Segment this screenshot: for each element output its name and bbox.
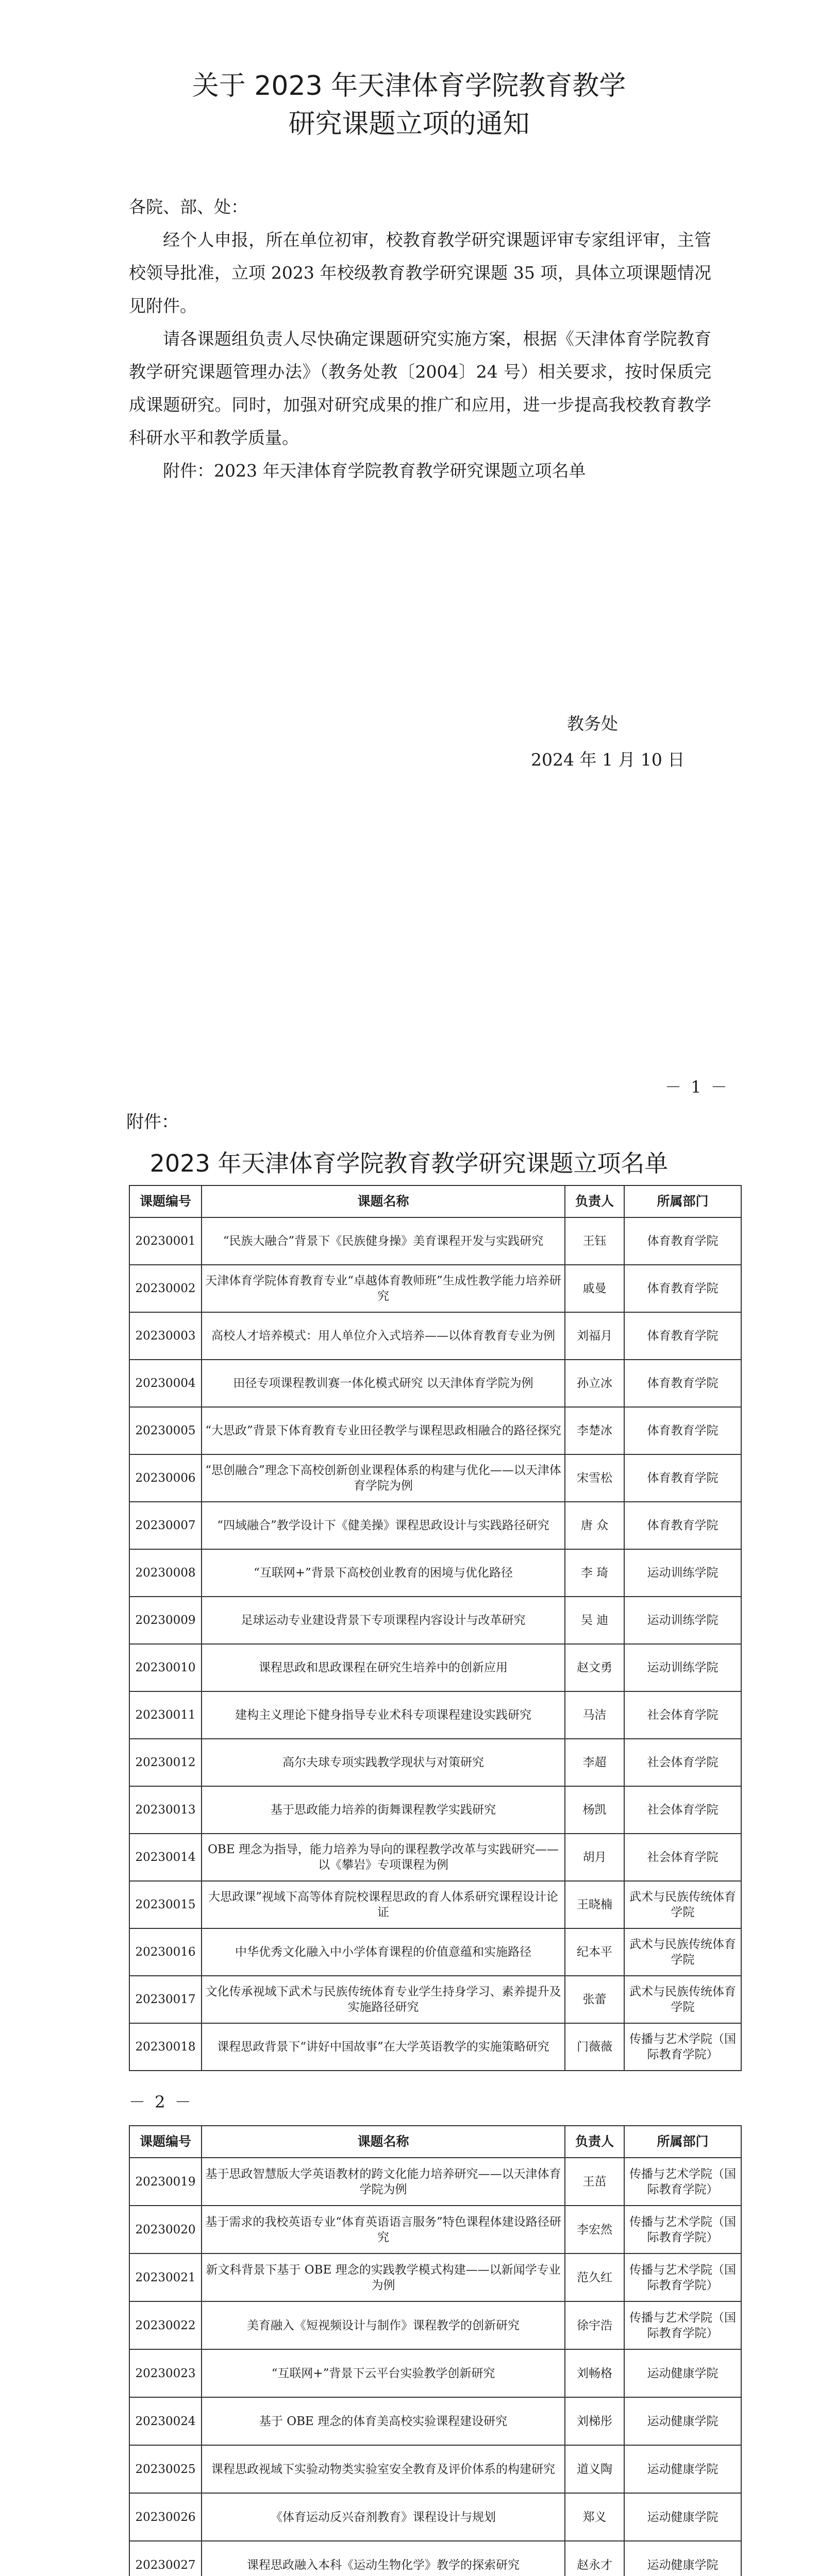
project-name-cell: 天津体育学院体育教育专业“卓越体育教师班”生成性教学能力培养研究 xyxy=(202,1265,565,1312)
table-row xyxy=(129,1407,741,1454)
attachment-line: 附件：2023 年天津体育学院教育教学研究课题立项名单 xyxy=(163,461,586,481)
dept-cell: 运动训练学院 xyxy=(624,1549,741,1597)
leader-cell: 徐宇浩 xyxy=(565,2301,624,2349)
project-name-cell: “互联网+”背景下云平台实验教学创新研究 xyxy=(202,2349,565,2397)
dept-cell: 体育教育学院 xyxy=(624,1407,741,1454)
table-row xyxy=(129,2493,741,2541)
project-id-cell: 20230017 xyxy=(129,1976,202,2023)
notice-page xyxy=(0,0,818,1097)
leader-cell: 道义陶 xyxy=(565,2445,624,2493)
project-name-cell: 课程思政融入本科《运动生物化学》教学的探索研究 xyxy=(202,2541,565,2576)
header-dept: 所属部门 xyxy=(624,2126,741,2158)
project-name-cell: “思创融合”理念下高校创新创业课程体系的构建与优化——以天津体育学院为例 xyxy=(202,1454,565,1502)
project-name-cell: 基于需求的我校英语专业“体育英语语言服务”特色课程体建设路径研究 xyxy=(202,2206,565,2253)
leader-cell: 孙立冰 xyxy=(565,1360,624,1407)
issuer: 教务处 xyxy=(567,714,618,734)
leader-cell: 李楚冰 xyxy=(565,1407,624,1454)
table-row xyxy=(129,1976,741,2023)
leader-cell: 刘福月 xyxy=(565,1312,624,1360)
project-id-cell: 20230007 xyxy=(129,1502,202,1549)
header-leader: 负责人 xyxy=(565,2126,624,2158)
project-id-cell: 20230003 xyxy=(129,1312,202,1360)
project-name-cell: 基于思政能力培养的街舞课程教学实践研究 xyxy=(202,1786,565,1834)
leader-cell: 范久红 xyxy=(565,2253,624,2301)
project-name-cell: 高尔夫球专项实践教学现状与对策研究 xyxy=(202,1739,565,1786)
project-name-cell: “大思政”背景下体育教育专业田径教学与课程思政相融合的路径探究 xyxy=(202,1407,565,1454)
dept-cell: 运动健康学院 xyxy=(624,2493,741,2541)
table-row xyxy=(129,2445,741,2493)
table-row xyxy=(129,2397,741,2445)
project-name-cell: 基于思政智慧版大学英语教材的跨文化能力培养研究——以天津体育学院为例 xyxy=(202,2158,565,2206)
table-row xyxy=(129,1549,741,1597)
project-name-cell: “民族大融合”背景下《民族健身操》美育课程开发与实践研究 xyxy=(202,1217,565,1265)
project-id-cell: 20230004 xyxy=(129,1360,202,1407)
list-title: 2023 年天津体育学院教育教学研究课题立项名单 xyxy=(149,1149,669,1177)
project-id-cell: 20230016 xyxy=(129,1928,202,1976)
leader-cell: 赵文勇 xyxy=(565,1644,624,1691)
project-id-cell: 20230008 xyxy=(129,1549,202,1597)
project-id-cell: 20230002 xyxy=(129,1265,202,1312)
project-name-cell: 高校人才培养模式：用人单位介入式培养——以体育教育专业为例 xyxy=(202,1312,565,1360)
project-id-cell: 20230019 xyxy=(129,2158,202,2206)
dept-cell: 体育教育学院 xyxy=(624,1360,741,1407)
leader-cell: 张蕾 xyxy=(565,1976,624,2023)
table-row xyxy=(129,1644,741,1691)
dept-cell: 武术与民族传统体育学院 xyxy=(624,1928,741,1976)
dept-cell: 运动训练学院 xyxy=(624,1644,741,1691)
leader-cell: 戚曼 xyxy=(565,1265,624,1312)
issue-date: 2024 年 1 月 10 日 xyxy=(531,750,685,770)
leader-cell: 杨凯 xyxy=(565,1786,624,1834)
project-name-cell: 课程思政背景下“讲好中国故事”在大学英语教学的实施策略研究 xyxy=(202,2023,565,2071)
notice-title-line2: 研究课题立项的通知 xyxy=(288,109,530,140)
leader-cell: 宋雪松 xyxy=(565,1454,624,1502)
header-id: 课题编号 xyxy=(129,1185,202,1217)
leader-cell: 纪本平 xyxy=(565,1928,624,1976)
project-name-cell: 足球运动专业建设背景下专项课程内容设计与改革研究 xyxy=(202,1597,565,1644)
dept-cell: 传播与艺术学院（国际教育学院） xyxy=(624,2158,741,2206)
table-row xyxy=(129,2541,741,2576)
dept-cell: 传播与艺术学院（国际教育学院） xyxy=(624,2301,741,2349)
project-table-page2 xyxy=(129,1185,742,2071)
table-row xyxy=(129,2158,741,2206)
page-number-2: － 2 － xyxy=(129,2092,193,2112)
header-dept: 所属部门 xyxy=(624,1185,741,1217)
leader-cell: 刘梯彤 xyxy=(565,2397,624,2445)
project-name-cell: 基于 OBE 理念的体育美高校实验课程建设研究 xyxy=(202,2397,565,2445)
header-leader: 负责人 xyxy=(565,1185,624,1217)
table-row xyxy=(129,1881,741,1928)
leader-cell: 王茁 xyxy=(565,2158,624,2206)
project-name-cell: OBE 理念为指导，能力培养为导向的课程教学改革与实践研究——以《攀岩》专项课程为例 xyxy=(202,1834,565,1881)
page-number-1: － 1 － xyxy=(665,1077,729,1097)
table-row xyxy=(129,1360,741,1407)
project-id-cell: 20230024 xyxy=(129,2397,202,2445)
project-id-cell: 20230001 xyxy=(129,1217,202,1265)
project-name-cell: “四域融合”教学设计下《健美操》课程思政设计与实践路径研究 xyxy=(202,1502,565,1549)
project-name-cell: 田径专项课程教训赛一体化模式研究 以天津体育学院为例 xyxy=(202,1360,565,1407)
dept-cell: 社会体育学院 xyxy=(624,1786,741,1834)
project-id-cell: 20230005 xyxy=(129,1407,202,1454)
project-id-cell: 20230021 xyxy=(129,2253,202,2301)
dept-cell: 运动健康学院 xyxy=(624,2541,741,2576)
table-row xyxy=(129,1739,741,1786)
leader-cell: 王晓楠 xyxy=(565,1881,624,1928)
project-id-cell: 20230025 xyxy=(129,2445,202,2493)
project-id-cell: 20230010 xyxy=(129,1644,202,1691)
dept-cell: 传播与艺术学院（国际教育学院） xyxy=(624,2023,741,2071)
project-name-cell: 文化传承视域下武术与民族传统体育专业学生持身学习、素养提升及实施路径研究 xyxy=(202,1976,565,2023)
table-row xyxy=(129,1502,741,1549)
project-name-cell: 大思政课”视域下高等体育院校课程思政的育人体系研究课程设计论证 xyxy=(202,1881,565,1928)
table-row xyxy=(129,2349,741,2397)
project-name-cell: 课程思政视域下实验动物类实验室安全教育及评价体系的构建研究 xyxy=(202,2445,565,2493)
table-row xyxy=(129,1786,741,1834)
dept-cell: 传播与艺术学院（国际教育学院） xyxy=(624,2206,741,2253)
project-id-cell: 20230015 xyxy=(129,1881,202,1928)
notice-title-line1: 关于 2023 年天津体育学院教育教学 xyxy=(192,71,626,101)
dept-cell: 武术与民族传统体育学院 xyxy=(624,1881,741,1928)
paragraph-1: 经个人申报，所在单位初审，校教育教学研究课题评审专家组评审，主管校领导批准，立项 2023 年校级教育教学研究课题 35 项，具体立项课题情况见附件。 xyxy=(129,230,711,316)
project-id-cell: 20230013 xyxy=(129,1786,202,1834)
project-name-cell: “互联网+”背景下高校创业教育的困境与优化路径 xyxy=(202,1549,565,1597)
header-name: 课题名称 xyxy=(202,2126,565,2158)
project-name-cell: 美育融入《短视频设计与制作》课程教学的创新研究 xyxy=(202,2301,565,2349)
notice-body xyxy=(129,191,711,487)
dept-cell: 体育教育学院 xyxy=(624,1454,741,1502)
table-row xyxy=(129,1312,741,1360)
table-row xyxy=(129,1834,741,1881)
dept-cell: 社会体育学院 xyxy=(624,1834,741,1881)
project-id-cell: 20230014 xyxy=(129,1834,202,1881)
leader-cell: 刘畅格 xyxy=(565,2349,624,2397)
project-table-page3 xyxy=(129,2125,742,2576)
dept-cell: 体育教育学院 xyxy=(624,1265,741,1312)
paragraph-2: 请各课题组负责人尽快确定课题研究实施方案，根据《天津体育学院教育教学研究课题管理办法》（教务处教〔2004〕24 号）相关要求，按时保质完成课题研究。同时，加强对研究成果的推广和应用，进一步提高我校教育教学科研水平和教学质量。 xyxy=(129,329,711,448)
table-row xyxy=(129,2253,741,2301)
table-row xyxy=(129,1217,741,1265)
table-row xyxy=(129,2206,741,2253)
dept-cell: 体育教育学院 xyxy=(624,1502,741,1549)
table-row xyxy=(129,2023,741,2071)
leader-cell: 李 琦 xyxy=(565,1549,624,1597)
leader-cell: 郑义 xyxy=(565,2493,624,2541)
project-name-cell: 课程思政和思政课程在研究生培养中的创新应用 xyxy=(202,1644,565,1691)
table-header-row xyxy=(129,1185,741,1217)
table-row xyxy=(129,1454,741,1502)
project-id-cell: 20230022 xyxy=(129,2301,202,2349)
project-id-cell: 20230006 xyxy=(129,1454,202,1502)
dept-cell: 运动训练学院 xyxy=(624,1597,741,1644)
dept-cell: 运动健康学院 xyxy=(624,2445,741,2493)
dept-cell: 运动健康学院 xyxy=(624,2349,741,2397)
project-id-cell: 20230023 xyxy=(129,2349,202,2397)
dept-cell: 社会体育学院 xyxy=(624,1691,741,1739)
leader-cell: 李宏然 xyxy=(565,2206,624,2253)
leader-cell: 唐 众 xyxy=(565,1502,624,1549)
project-id-cell: 20230018 xyxy=(129,2023,202,2071)
project-id-cell: 20230011 xyxy=(129,1691,202,1739)
project-id-cell: 20230027 xyxy=(129,2541,202,2576)
table-row xyxy=(129,2301,741,2349)
project-name-cell: 中华优秀文化融入中小学体育课程的价值意蕴和实施路径 xyxy=(202,1928,565,1976)
leader-cell: 赵永才 xyxy=(565,2541,624,2576)
dept-cell: 运动健康学院 xyxy=(624,2397,741,2445)
dept-cell: 传播与艺术学院（国际教育学院） xyxy=(624,2253,741,2301)
header-name: 课题名称 xyxy=(202,1185,565,1217)
dept-cell: 武术与民族传统体育学院 xyxy=(624,1976,741,2023)
project-name-cell: 新文科背景下基于 OBE 理念的实践教学模式构建——以新闻学专业为例 xyxy=(202,2253,565,2301)
leader-cell: 门薇薇 xyxy=(565,2023,624,2071)
leader-cell: 吴 迪 xyxy=(565,1597,624,1644)
table-row xyxy=(129,1265,741,1312)
project-name-cell: 《体育运动反兴奋剂教育》课程设计与规划 xyxy=(202,2493,565,2541)
table-header-row xyxy=(129,2126,741,2158)
table-row xyxy=(129,1691,741,1739)
project-id-cell: 20230009 xyxy=(129,1597,202,1644)
header-id: 课题编号 xyxy=(129,2126,202,2158)
table-row xyxy=(129,1928,741,1976)
project-name-cell: 建构主义理论下健身指导专业术科专项课程建设实践研究 xyxy=(202,1691,565,1739)
attachment-label: 附件： xyxy=(126,1112,179,1132)
leader-cell: 王钰 xyxy=(565,1217,624,1265)
leader-cell: 李超 xyxy=(565,1739,624,1786)
salutation: 各院、部、处： xyxy=(129,197,248,217)
project-id-cell: 20230026 xyxy=(129,2493,202,2541)
leader-cell: 胡月 xyxy=(565,1834,624,1881)
dept-cell: 体育教育学院 xyxy=(624,1312,741,1360)
dept-cell: 体育教育学院 xyxy=(624,1217,741,1265)
table-row xyxy=(129,1597,741,1644)
project-id-cell: 20230020 xyxy=(129,2206,202,2253)
project-id-cell: 20230012 xyxy=(129,1739,202,1786)
leader-cell: 马洁 xyxy=(565,1691,624,1739)
dept-cell: 社会体育学院 xyxy=(624,1739,741,1786)
